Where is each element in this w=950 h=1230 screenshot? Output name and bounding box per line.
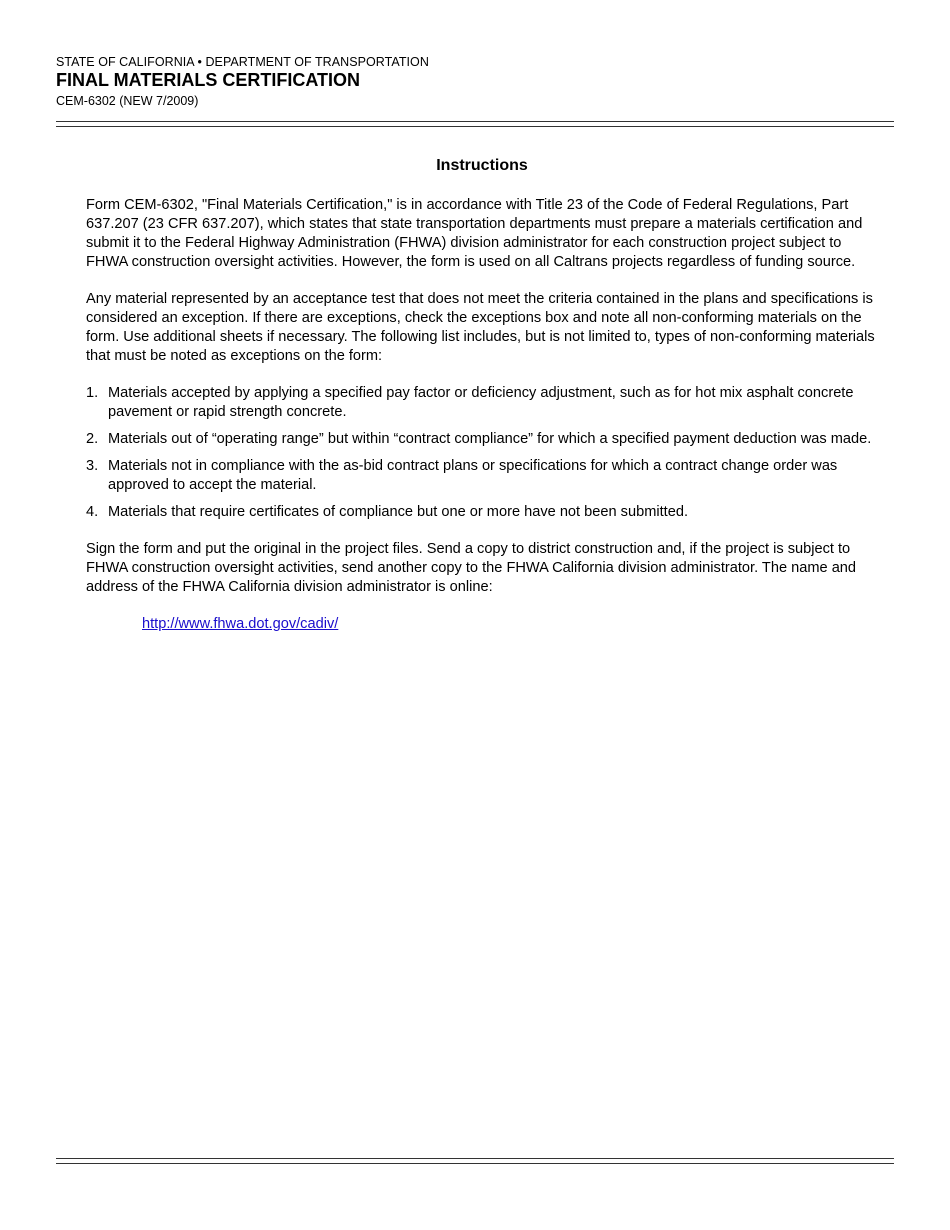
list-item-number: 2. — [86, 431, 99, 447]
top-divider — [56, 121, 894, 127]
list-item-text: Materials not in compliance with the as-bid contract plans or specifications for which a contract change order was approved to accept the material. — [108, 458, 838, 493]
list-item-text: Materials that require certificates of compliance but one or more have not been submitted. — [108, 504, 689, 520]
nonconforming-materials-list — [86, 384, 878, 522]
bottom-divider — [56, 1158, 894, 1164]
instructions-paragraph: Form CEM-6302, "Final Materials Certification," is in accordance with Title 23 of the Code of Federal Regulations, Part 637.207 (23 CFR 637.207), which states that state transportation departments must prepare a materials certification and submit it to the Federal Highway Administration (FHWA) division administrator for each construction project subject to FHWA construction oversight activities. However, the form is used on all Caltrans projects regardless of funding source. — [86, 197, 863, 270]
list-item-number: 3. — [86, 458, 99, 474]
list-item — [86, 430, 878, 449]
instructions-heading: Instructions — [436, 157, 528, 174]
closing-paragraph: Sign the form and put the original in the project files. Send a copy to district construction and, if the project is subject to FHWA construction oversight activities, send another copy to the FHWA California division administrator. The name and address of the FHWA California division administrator is online: — [86, 541, 857, 595]
list-item-number: 1. — [86, 385, 99, 401]
list-item-number: 4. — [86, 504, 99, 520]
fhwa-cadiv-link[interactable]: http://www.fhwa.dot.gov/cadiv/ — [142, 616, 339, 632]
form-title: FINAL MATERIALS CERTIFICATION — [56, 70, 360, 90]
instructions-paragraph: Any material represented by an acceptance test that does not meet the criteria contained in the plans and specifications is considered an exception. If there are exceptions, check the exceptions box and note all non-conforming materials on the form. Use additional sheets if necessary. The following list includes, but is not limited to, types of non-conforming materials that must be noted as exceptions on the form: — [86, 291, 875, 364]
list-item — [86, 503, 878, 522]
form-header — [56, 55, 429, 109]
agency-name: STATE OF CALIFORNIA • DEPARTMENT OF TRANSPORTATION — [56, 55, 429, 69]
list-item-text: Materials accepted by applying a specified pay factor or deficiency adjustment, such as for hot mix asphalt concrete pavement or rapid strength concrete. — [108, 385, 854, 420]
list-item-text: Materials out of “operating range” but within “contract compliance” for which a specified payment deduction was made. — [108, 431, 872, 447]
list-item — [86, 384, 878, 422]
link-container — [86, 615, 878, 634]
form-number: CEM-6302 (NEW 7/2009) — [56, 94, 199, 108]
list-item — [86, 457, 878, 495]
instructions-section — [86, 156, 878, 634]
